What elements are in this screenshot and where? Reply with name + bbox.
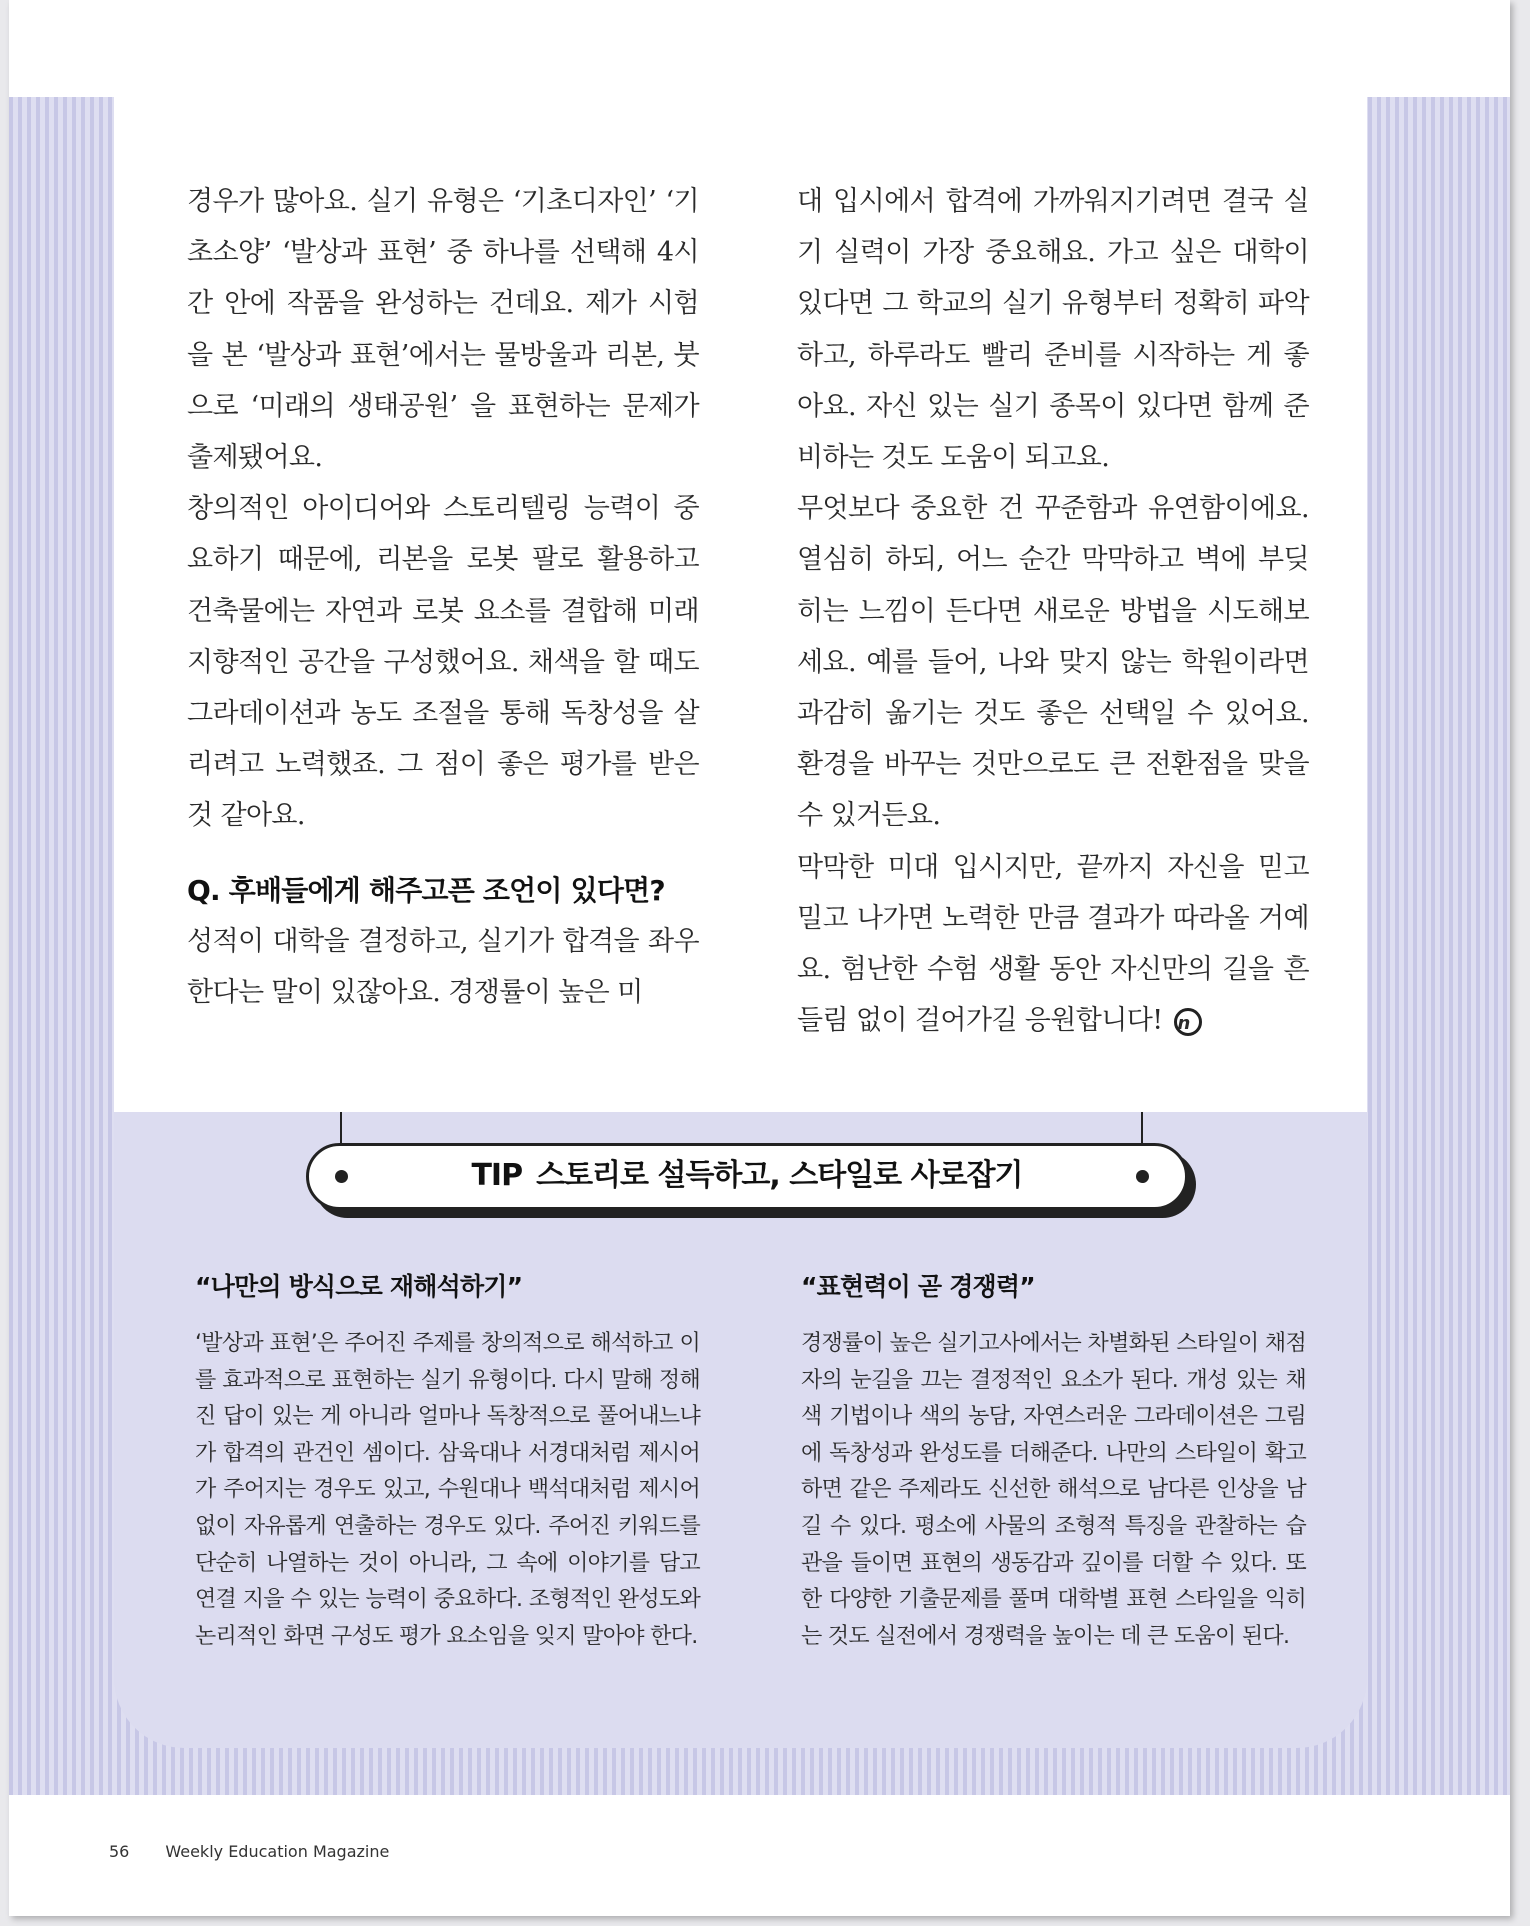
end-mark-icon: n bbox=[1174, 1008, 1202, 1036]
article-column-left bbox=[187, 176, 699, 1018]
tip-title: 스토리로 설득하고, 스타일로 사로잡기 bbox=[536, 1158, 1023, 1193]
tip-banner bbox=[306, 1143, 1188, 1210]
article-paragraph: 무엇보다 중요한 건 꾸준함과 유연함이에요. 열심히 하되, 어느 순간 막막하고 벽에 부딪히는 느낌이 든다면 새로운 방법을 시도해보세요. 예를 들어, 나와 맞지 않는 학원이라면 과감히 옮기는 것도 좋은 선택일 수 있어요. 환경을 바꾸는 것만으로도 큰 전환점을 맞을 수 있거든요. bbox=[797, 493, 1309, 832]
article-paragraph: 경우가 많아요. 실기 유형은 ‘기초디자인’ ‘기초소양’ ‘발상과 표현’ 중 하나를 선택해 4시간 안에 작품을 완성하는 건데요. 제가 시험을 본 ‘발상과 표현’에서는 물방울과 리본, 붓으로 ‘미래의 생태공원’ 을 표현하는 문제가 출제됐어요. bbox=[187, 186, 699, 474]
article-paragraph bbox=[797, 842, 1309, 1047]
tip-body: 경쟁률이 높은 실기고사에서는 차별화된 스타일이 채점자의 눈길을 끄는 결정적인 요소가 된다. 개성 있는 채색 기법이나 색의 농담, 자연스러운 그라데이션은 그림에 독창성과 완성도를 더해준다. 나만의 스타일이 확고하면 같은 주제라도 신선한 해석으로 남다른 인상을 남길 수 있다. 평소에 사물의 조형적 특징을 관찰하는 습관을 들이면 표현의 생동감과 깊이를 더할 수 있다. 또한 다양한 기출문제를 풀며 대학별 표현 스타일을 익히는 것도 실전에서 경쟁력을 높이는 데 큰 도움이 된다. bbox=[801, 1331, 1306, 1649]
tip-subheading: “표현력이 곧 경쟁력” bbox=[801, 1272, 1035, 1301]
page-footer bbox=[109, 1842, 389, 1861]
tip-column-left bbox=[195, 1270, 700, 1655]
tip-subheading: “나만의 방식으로 재해석하기” bbox=[195, 1272, 523, 1301]
tip-body: ‘발상과 표현’은 주어진 주제를 창의적으로 해석하고 이를 효과적으로 표현하는 실기 유형이다. 다시 말해 정해진 답이 있는 게 아니라 얼마나 독창적으로 풀어내느냐가 합격의 관건인 셈이다. 삼육대나 서경대처럼 제시어가 주어지는 경우도 있고, 수원대나 백석대처럼 제시어 없이 자유롭게 연출하는 경우도 있다. 주어진 키워드를 단순히 나열하는 것이 아니라, 그 속에 이야기를 담고 연결 지을 수 있는 능력이 중요하다. 조형적인 완성도와 논리적인 화면 구성도 평가 요소임을 잊지 말아야 한다. bbox=[195, 1331, 700, 1649]
page-number: 56 bbox=[109, 1842, 130, 1861]
article-paragraph-text: 막막한 미대 입시지만, 끝까지 자신을 믿고 밀고 나가면 노력한 만큼 결과가 따라올 거예요. 험난한 수험 생활 동안 자신만의 길을 흔들림 없이 걸어가길 응원합니다! bbox=[797, 851, 1309, 1037]
tip-column-right bbox=[801, 1270, 1306, 1655]
article-column-right bbox=[797, 176, 1309, 1046]
magazine-page bbox=[9, 0, 1510, 1916]
magazine-name: Weekly Education Magazine bbox=[165, 1842, 390, 1861]
question-heading: Q. 후배들에게 해주고픈 조언이 있다면? bbox=[187, 873, 665, 907]
article-paragraph: 대 입시에서 합격에 가까워지기려면 결국 실기 실력이 가장 중요해요. 가고 싶은 대학이 있다면 그 학교의 실기 유형부터 정확히 파악하고, 하루라도 빨리 준비를 시작하는 게 좋아요. 자신 있는 실기 종목이 있다면 함께 준비하는 것도 도움이 되고요. bbox=[797, 186, 1309, 474]
tip-dot-right-icon bbox=[1136, 1170, 1149, 1183]
tip-label: TIP bbox=[471, 1158, 523, 1193]
article-paragraph: 성적이 대학을 결정하고, 실기가 합격을 좌우한다는 말이 있잖아요. 경쟁률이 높은 미 bbox=[187, 925, 699, 1009]
tip-dot-left-icon bbox=[335, 1170, 348, 1183]
article-paragraph: 창의적인 아이디어와 스토리텔링 능력이 중요하기 때문에, 리본을 로봇 팔로 활용하고 건축물에는 자연과 로봇 요소를 결합해 미래 지향적인 공간을 구성했어요. 채색을 할 때도 그라데이션과 농도 조절을 통해 독창성을 살리려고 노력했죠. 그 점이 좋은 평가를 받은 것 같아요. bbox=[187, 493, 699, 832]
